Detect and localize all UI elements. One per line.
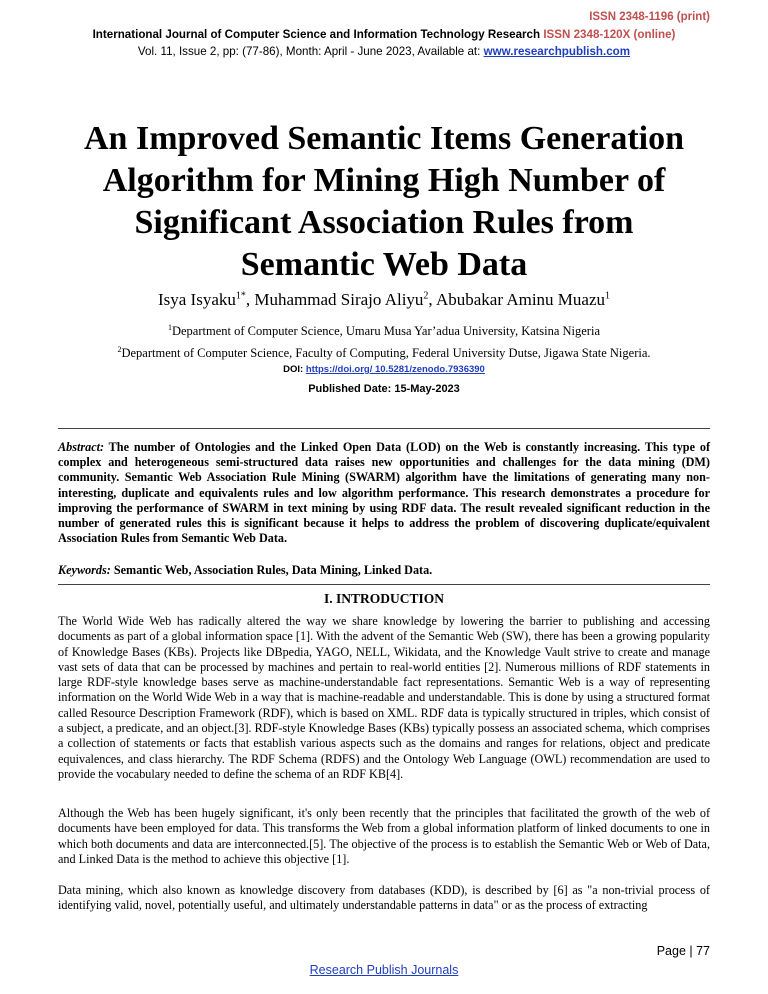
- body-paragraph: The World Wide Web has radically altered the way we share knowledge by lowering the barrier to publishing and accessing documents as part of a global information space [1]. With the advent of the Semantic Web (SW), there has been a growing popularity of Knowledge Bases (KBs). Projects like DBpedia, YAGO, NELL, Wikidata, and the Knowledge Vault strive to create and manage vast sets of data that can be processed by machines and pertain to real-world entities [2]. Numerous millions of RDF statements in large RDF-style knowledge bases serve as machine-understandable fact representations. Semantic Web is a way of representing information on the World Wide Web in a way that is machine-readable and understandable. This is done by using a structured format called Resource Description Framework (RDF), which is based on XML. RDF data is typically structured in triples, which consist of a subject, a predicate, and an object.[3]. RDF-style Knowledge Bases (KBs) typically possess an associated schema, which comprises a collection of statements or facts that establish various aspects such as the domains and ranges for relations, object and predicate equivalences, and class hierarchy. The RDF Schema (RDFS) and the Ontology Web Language (OWL) recommendation are used to provide the vocabulary needed to define the schema of an RDF KB[4].: [58, 614, 710, 781]
- doi-line: [0, 364, 768, 375]
- affiliation-sup: 2: [117, 345, 122, 354]
- website-link[interactable]: www.researchpublish.com: [483, 45, 631, 58]
- doi-link[interactable]: https://doi.org/ 10.5281/zenodo.7936390: [305, 364, 485, 375]
- journal-line: [0, 28, 768, 41]
- author-separator: ,: [245, 290, 255, 309]
- author-separator: ,: [428, 290, 436, 309]
- keywords: [58, 563, 710, 578]
- keywords-label: Keywords:: [58, 563, 111, 577]
- published-date: Published Date: 15-May-2023: [308, 383, 460, 395]
- author-name: Abubakar Aminu Muazu: [435, 290, 606, 309]
- keywords-text: Semantic Web, Association Rules, Data Mining, Linked Data.: [110, 563, 433, 577]
- author-name: Muhammad Sirajo Aliyu: [254, 290, 424, 309]
- body-paragraph: Data mining, which also known as knowledge discovery from databases (KDD), is described by [6] as "a non-trivial process of identifying valid, novel, potentially useful, and ultimately understandable patterns in data" or as the process of extracting: [58, 883, 710, 913]
- author-list: [0, 290, 768, 310]
- doi-label: DOI:: [283, 364, 306, 375]
- affiliation-sup: 1: [167, 323, 172, 332]
- divider-top: [58, 428, 710, 429]
- affiliation-2: [0, 345, 768, 361]
- abstract-label: Abstract:: [58, 440, 105, 454]
- volume-line: [0, 45, 768, 58]
- section-heading: I. INTRODUCTION: [323, 591, 445, 606]
- divider-bottom: [58, 584, 710, 585]
- affiliation-text: Department of Computer Science, Umaru Musa Yar’adua University, Katsina Nigeria: [171, 324, 600, 339]
- issn-online: ISSN 2348-120X (online): [543, 28, 676, 41]
- paper-title: An Improved Semantic Items Generation Algorithm for Mining High Number of Significant Association Rules from Semantic Web Data: [84, 120, 684, 283]
- issn-print: ISSN 2348-1196 (print): [589, 11, 710, 23]
- footer: [0, 963, 768, 977]
- affiliation-1: [0, 323, 768, 339]
- affiliation-text: Department of Computer Science, Faculty of Computing, Federal University Dutse, Jigawa State Nigeria.: [121, 346, 651, 361]
- publisher-link[interactable]: Research Publish Journals: [309, 963, 459, 977]
- abstract-text: The number of Ontologies and the Linked Open Data (LOD) on the Web is constantly increasing. This type of complex and heterogeneous semi-structured data raises new opportunities and challenges for the data mining (DM) community. Semantic Web Association Rule Mining (SWARM) algorithm have the limitations of generating many non-interesting, duplicate and equivalents rules and low algorithm performance. This research demonstrates a procedure for improving the performance of SWARM in text mining by using RDF data. The result revealed significant reduction in the number of generated rules this is significant because it helps to address the problem of discovering duplicate/equivalent Association Rules from Semantic Web Data.: [58, 440, 710, 546]
- volume-info: Vol. 11, Issue 2, pp: (77-86), Month: April - June 2023, Available at:: [137, 45, 484, 58]
- page-number: Page | 77: [656, 944, 710, 958]
- body-paragraph: Although the Web has been hugely significant, it's only been recently that the principles that facilitated the growth of the web of documents have been employed for data. This transforms the Web from a global information platform of linked documents to one in which both documents and data are interconnected.[5]. The objective of the process is to establish the Semantic Web or Web of Data, and Linked Data is the method to achieve this objective [1].: [58, 806, 710, 866]
- author-sup: 2: [423, 290, 429, 302]
- journal-name: International Journal of Computer Science and Information Technology Research: [92, 28, 541, 41]
- author-sup: 1: [605, 290, 611, 302]
- author-sup: 1*: [235, 290, 246, 302]
- abstract: [58, 440, 710, 546]
- author-name: Isya Isyaku: [157, 290, 236, 309]
